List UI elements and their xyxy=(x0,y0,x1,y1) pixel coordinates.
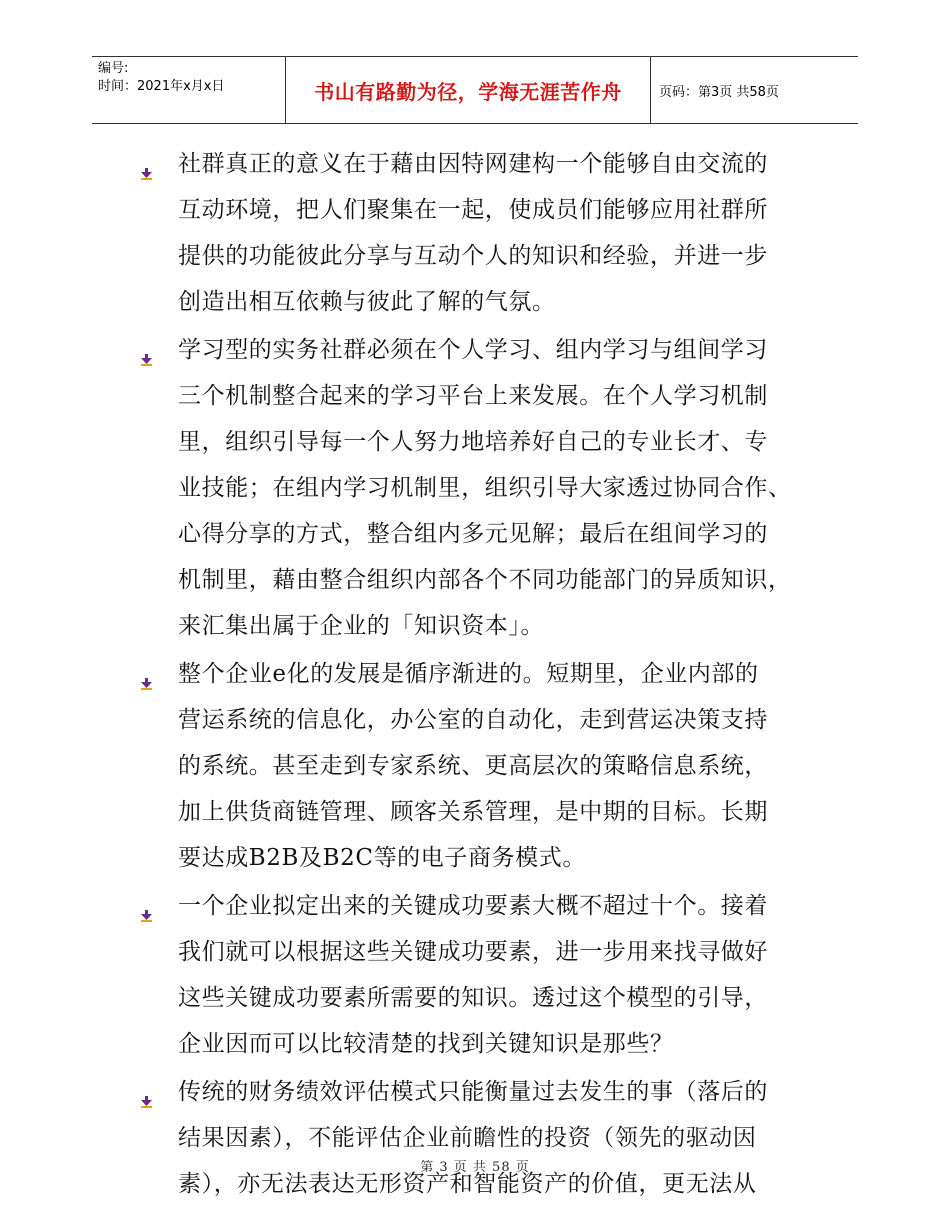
document-number-label: 编号: xyxy=(98,61,129,76)
paragraph-line: 来汇集出属于企业的「知识资本」。 xyxy=(178,613,545,639)
header-page-info: 页码：第3页 共58页 xyxy=(659,84,779,100)
bullet-paragraph xyxy=(138,883,828,1067)
arrow-down-icon xyxy=(140,337,154,351)
paragraph-line: 企业因而可以比较清楚的找到关键知识是那些？ xyxy=(178,1031,674,1057)
arrow-down-icon xyxy=(140,151,154,165)
arrow-down-icon xyxy=(140,1079,154,1093)
paragraph-line: 结果因素），不能评估企业前瞻性的投资（领先的驱动因 xyxy=(178,1125,757,1151)
bullet-paragraph xyxy=(138,651,828,881)
paragraph-line: 创造出相互依赖与彼此了解的气氛。 xyxy=(178,289,556,315)
paragraph-line: 营运系统的信息化，办公室的自动化，走到营运决策支持 xyxy=(178,707,768,733)
document-time-label: 时间：2021年x月x日 xyxy=(98,79,225,94)
arrow-down-icon xyxy=(140,893,154,907)
paragraph-line: 的系统。甚至走到专家系统、更高层次的策略信息系统， xyxy=(178,753,768,779)
paragraph-line: 这些关键成功要素所需要的知识。透过这个模型的引导， xyxy=(178,985,768,1011)
paragraph-line: 素），亦无法表达无形资产和智能资产的价值，更无法从 xyxy=(178,1171,757,1197)
bullet-paragraph xyxy=(138,141,828,325)
header-meta xyxy=(98,60,224,96)
paragraph-line: 里，组织引导每一个人努力地培养好自己的专业长才、专 xyxy=(178,429,768,455)
bullet-paragraph xyxy=(138,1069,828,1207)
bullet-paragraph xyxy=(138,327,828,649)
paragraph-line: 提供的功能彼此分享与互动个人的知识和经验，并进一步 xyxy=(178,243,768,269)
paragraph-line: 互动环境，把人们聚集在一起，使成员们能够应用社群所 xyxy=(178,197,768,223)
paragraph-line: 一个企业拟定出来的关键成功要素大概不超过十个。接着 xyxy=(178,893,768,919)
paragraph-line: 加上供货商链管理、顾客关系管理，是中期的目标。长期 xyxy=(178,799,768,825)
paragraph-line: 要达成B2B及B2C等的电子商务模式。 xyxy=(178,845,586,871)
page-header xyxy=(92,56,858,124)
paragraph-line: 整个企业e化的发展是循序渐进的。短期里，企业内部的 xyxy=(178,661,759,687)
paragraph-line: 传统的财务绩效评估模式只能衡量过去发生的事（落后的 xyxy=(178,1079,768,1105)
header-motto: 书山有路勤为径，学海无涯苦作舟 xyxy=(314,79,622,104)
header-divider xyxy=(650,57,651,123)
page-footer: 第 3 页 共 58 页 xyxy=(420,1160,530,1175)
paragraph-line: 学习型的实务社群必须在个人学习、组内学习与组间学习 xyxy=(178,337,768,363)
paragraph-line: 机制里，藉由整合组织内部各个不同功能部门的异质知识， xyxy=(178,567,792,593)
paragraph-line: 心得分享的方式，整合组内多元见解；最后在组间学习的 xyxy=(178,521,768,547)
arrow-down-icon xyxy=(140,661,154,675)
paragraph-line: 业技能；在组内学习机制里，组织引导大家透过协同合作、 xyxy=(178,475,792,501)
paragraph-line: 三个机制整合起来的学习平台上来发展。在个人学习机制 xyxy=(178,383,768,409)
paragraph-line: 社群真正的意义在于藉由因特网建构一个能够自由交流的 xyxy=(178,151,768,177)
paragraph-line: 我们就可以根据这些关键成功要素，进一步用来找寻做好 xyxy=(178,939,768,965)
document-body xyxy=(138,141,828,1209)
